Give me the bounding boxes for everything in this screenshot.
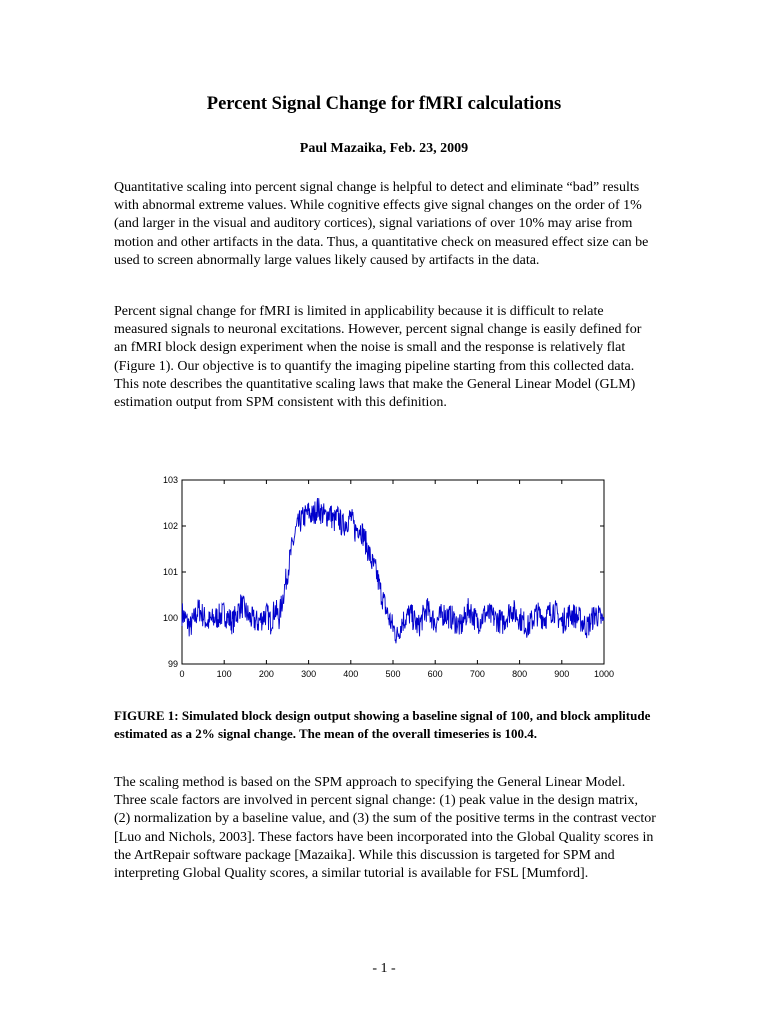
paragraph-intro: Quantitative scaling into percent signal change is helpful to detect and eliminate “bad” results with abnormal extreme values. While cognitive effects give signal changes on the order of 1% (and larger in the visual and auditory cortices), signal variations of over 10% may arise from motion and other artifacts in the data. Thus, a quantitative check on measured effect size can be used to screen abnormally large values likely caused by artifacts in the data.: [114, 180, 649, 268]
x-tick-label: 400: [343, 669, 359, 679]
x-tick-label: 500: [385, 669, 401, 679]
x-tick-label: 200: [258, 669, 274, 679]
y-tick-label: 102: [162, 521, 178, 531]
x-tick-label: 100: [216, 669, 232, 679]
x-tick-label: 1000: [593, 669, 615, 679]
page-title: Percent Signal Change for fMRI calculations: [206, 94, 562, 114]
page-number: - 1 -: [372, 961, 396, 976]
timeseries-line: [182, 498, 604, 643]
paragraph-scaling-method: The scaling method is based on the SPM approach to specifying the General Linear Model. Three scale factors are involved in percent signal change: (1) peak value in the design matrix, (2) normalization by a baseline value, and (3) the sum of the positive terms in the contrast vector [Luo and Nichols, 2003]. These factors have been incorporated into the Global Quality scores in the ArtRepair software package [Mazaika]. While this discussion is targeted for SPM and interpreting Global Quality scores, a similar tutorial is available for FSL [Mumford].: [114, 775, 656, 882]
plot-frame: [182, 480, 604, 664]
x-tick-label: 800: [512, 669, 528, 679]
paragraph-applicability: Percent signal change for fMRI is limited in applicability because it is difficult to relate measured signals to neuronal excitations. However, percent signal change is easily defined for an fMRI block design experiment when the noise is small and the response is relatively flat (Figure 1). Our objective is to quantify the imaging pipeline starting from this collected data. This note describes the quantitative scaling laws that make the General Linear Model (GLM) estimation output from SPM consistent with this definition.: [114, 304, 642, 411]
y-tick-label: 99: [167, 659, 178, 669]
x-tick-label: 0: [179, 669, 185, 679]
figure-caption: FIGURE 1: Simulated block design output showing a baseline signal of 100, and block amplitude estimated as a 2% signal change. The mean of the overall timeseries is 100.4.: [114, 708, 651, 741]
author-line: Paul Mazaika, Feb. 23, 2009: [299, 141, 469, 156]
y-tick-label: 103: [162, 475, 178, 485]
x-tick-label: 600: [427, 669, 443, 679]
x-tick-label: 300: [301, 669, 317, 679]
x-tick-label: 900: [554, 669, 570, 679]
y-tick-label: 101: [162, 567, 178, 577]
figure-1-chart: [150, 468, 620, 690]
x-tick-label: 700: [469, 669, 485, 679]
y-tick-label: 100: [162, 613, 178, 623]
